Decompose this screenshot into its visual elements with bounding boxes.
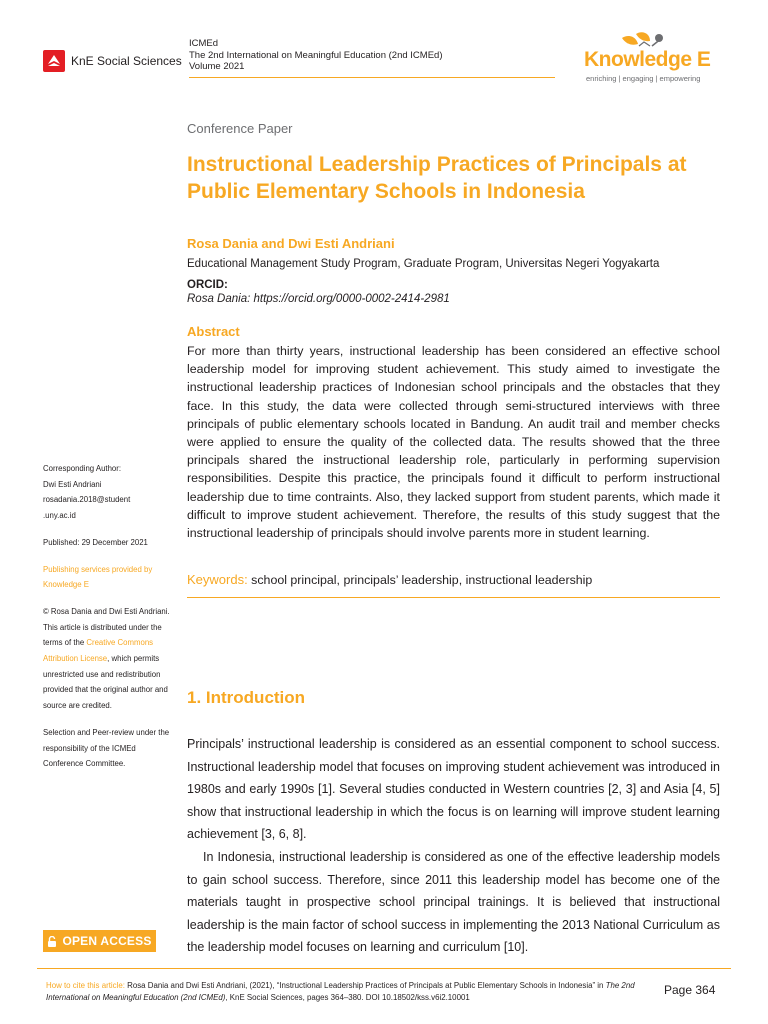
header-divider (189, 77, 555, 78)
page-number: Page 364 (664, 983, 716, 997)
knowledge-e-brand: Knowledge E (584, 48, 711, 71)
citation-venue: The 2nd International on Meaningful Education (2nd ICMEd) (46, 981, 635, 1002)
keywords (187, 572, 720, 587)
kne-logo-text: KnE Social Sciences (71, 54, 182, 68)
sidebar (43, 461, 176, 783)
citation-authors: Rosa Dania and Dwi Esti Andriani, (2021), “Instructional Leadership Practices of Principals at Public Elementary Schools in Indonesia” in (124, 981, 606, 990)
introduction-heading: 1. Introduction (187, 688, 306, 707)
introduction-paragraph-2: In Indonesia, instructional leadership is considered as one of the effective leadership models to gain school success. Therefore, since 2011 this leadership model has become one of the materials taught in prospective school principal trainings. It is believed that instructional leadership is the main factor of school success in implementing the 2013 National Curriculum as the leadership model focuses on learning and curriculum [10]. (187, 849, 720, 955)
orcid-link[interactable]: Rosa Dania: https://orcid.org/0000-0002-2414-2981 (187, 293, 450, 305)
open-access-label: OPEN ACCESS (62, 934, 152, 948)
conference-volume: Volume 2021 (189, 61, 245, 72)
open-access-badge (43, 930, 156, 952)
corresponding-author-email-cont[interactable]: .uny.ac.id (43, 511, 76, 521)
orcid-label: ORCID: (187, 279, 228, 291)
keywords-label: Keywords: (187, 572, 248, 587)
corresponding-author-email[interactable]: rosadania.2018@student (43, 495, 131, 505)
author-affiliation: Educational Management Study Program, Graduate Program, Universitas Negeri Yogyakarta (187, 258, 660, 270)
paper-authors: Rosa Dania and Dwi Esti Andriani (187, 236, 395, 251)
paper-type: Conference Paper (187, 121, 293, 136)
keywords-list: school principal, principals’ leadership, instructional leadership (251, 573, 593, 587)
citation (46, 980, 664, 1004)
introduction-paragraph-1: Principals’ instructional leadership is considered as an essential component to school success. Instructional leadership model that focuses on improving student achievement was introduced in 1980s and early 1990s [1]. Several studies conducted in Western countries [2, 3] and Asia [4, 5] show that instructional leadership in which the focus is on learning will improve student learning achievement [3, 6, 8]. (187, 737, 720, 842)
kne-logo-icon (43, 50, 65, 72)
peer-review-notice: Selection and Peer-review under the responsibility of the ICMEd Conference Committee. (43, 727, 170, 769)
copyright-text-end: , which permits unrestricted use and redistribution provided that the original author and source are credited. (43, 654, 168, 711)
abstract-heading: Abstract (187, 324, 240, 339)
citation-details: , KnE Social Sciences, pages 364–380. DOI 10.18502/kss.v6i2.10001 (225, 993, 470, 1002)
license-link[interactable]: Creative Commons Attribution License (43, 638, 154, 664)
introduction-body (187, 733, 720, 959)
citation-label: How to cite this article: (46, 981, 125, 990)
copyright-icon: © (43, 606, 49, 616)
conference-info (189, 38, 443, 73)
published-date: Published: 29 December 2021 (43, 537, 148, 547)
open-lock-icon (47, 936, 57, 947)
footer-divider (37, 968, 731, 969)
corresponding-author-name: Dwi Esti Andriani (43, 479, 102, 489)
corresponding-author-label: Corresponding Author: (43, 464, 122, 473)
copyright-text: Rosa Dania and Dwi Esti Andriani. This article is distributed under the terms of the (43, 606, 170, 648)
conference-name: The 2nd International on Meaningful Education (2nd ICMEd) (189, 49, 443, 61)
kne-social-sciences-logo (43, 48, 193, 74)
abstract-text: For more than thirty years, instructional leadership has been considered an effective school leadership model for improving student achievement. This study aimed to investigate the instructional leadership practices of Indonesian school principals and the obstacles that they face. In this study, the data were collected through semi-structured interviews with three principals of public elementary schools located in Bandung. An audit trail and member checks were applied to ensure the quality of the collected data. The results showed that the three principals shared the instructional leadership role, particularly in performing supervision responsibilities. Despite this practice, the principals found it difficult to perform instructional leadership due to time contraints. Also, they lacked support from student parents, which made it difficult to improve student achievement. Therefore, the results of this study suggest that the instructional leadership of principals should involve parents more in student learning. (187, 344, 720, 541)
paper-title: Instructional Leadership Practices of Principals at Public Elementary Schools in Indonesia (187, 153, 687, 203)
corresponding-author (43, 461, 176, 524)
publishing-services: Publishing services provided by Knowledge E (43, 564, 153, 590)
copyright-notice (43, 604, 176, 714)
keywords-divider (187, 597, 720, 598)
knowledge-e-tagline: enriching | engaging | empowering (586, 74, 701, 83)
conference-abbr: ICMEd (189, 38, 219, 49)
